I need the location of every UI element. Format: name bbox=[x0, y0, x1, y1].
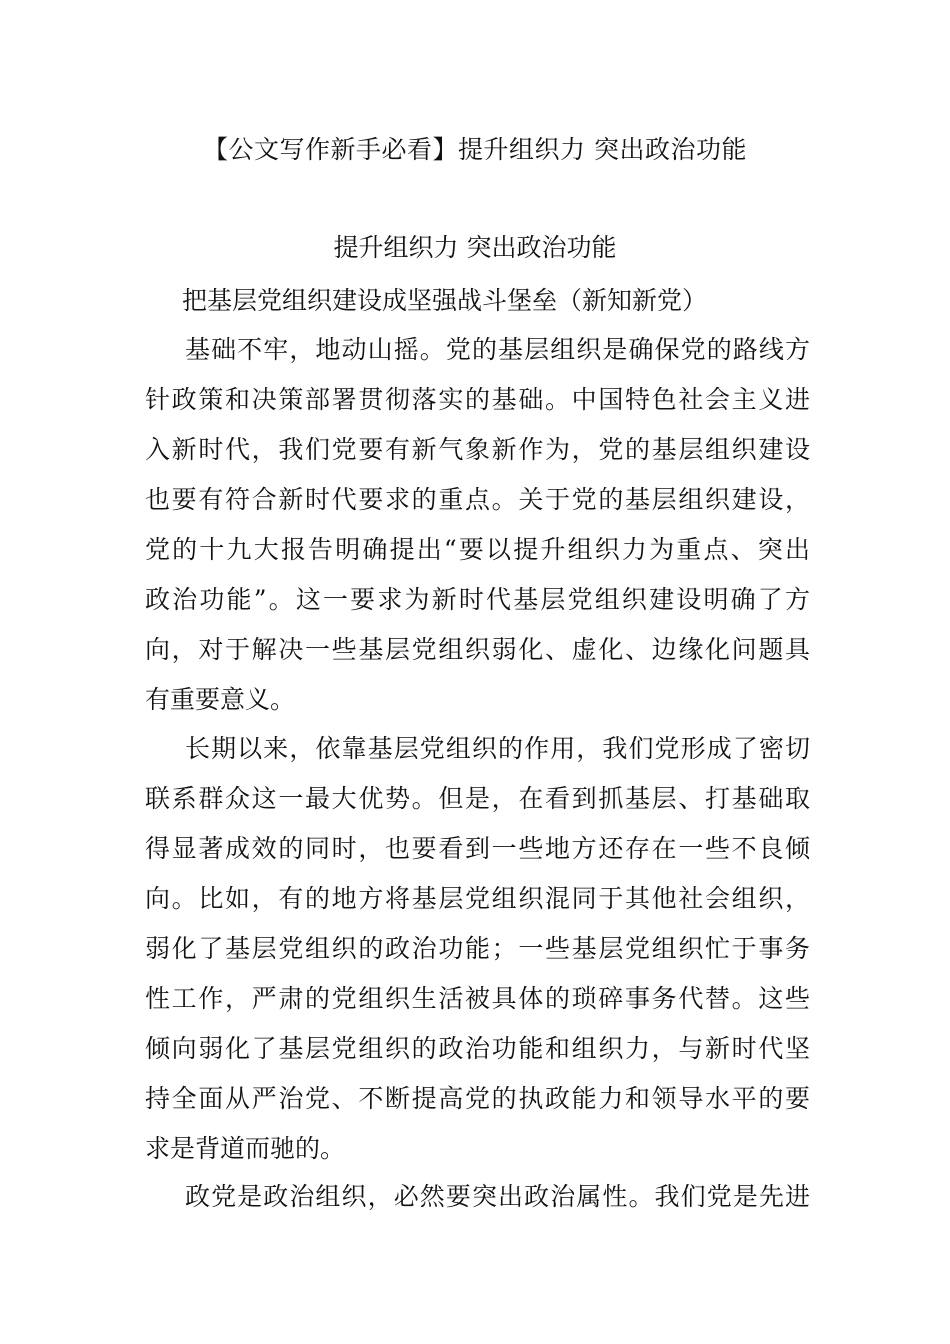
paragraph-line: 联系群众这一最大优势。但是，在看到抓基层、打基础取 bbox=[145, 784, 810, 813]
paragraph-line: 有重要意义。 bbox=[145, 685, 296, 714]
paragraph-line: 求是背道而驰的。 bbox=[145, 1134, 346, 1163]
paragraph-1 bbox=[145, 325, 810, 725]
article-subtitle: 提升组织力 突出政治功能 bbox=[333, 233, 617, 262]
paragraph-line: 性工作，严肃的党组织生活被具体的琐碎事务代替。这些 bbox=[145, 984, 810, 1013]
paragraph-line: 长期以来，依靠基层党组织的作用，我们党形成了密切 bbox=[185, 734, 810, 763]
paragraph-line: 向，对于解决一些基层党组织弱化、虚化、边缘化问题具 bbox=[145, 635, 810, 664]
paragraph-2 bbox=[145, 724, 810, 1174]
article-source-line: 把基层党组织建设成坚强战斗堡垒（新知新党） bbox=[182, 286, 708, 315]
paragraph-line: 入新时代，我们党要有新气象新作为，党的基层组织建设 bbox=[145, 435, 810, 464]
paragraph-3 bbox=[145, 1172, 810, 1222]
paragraph-line: 向。比如，有的地方将基层党组织混同于其他社会组织， bbox=[145, 884, 810, 913]
paragraph-line: 政治功能”。这一要求为新时代基层党组织建设明确了方 bbox=[145, 585, 810, 614]
paragraph-line: 也要有符合新时代要求的重点。关于党的基层组织建设， bbox=[145, 485, 810, 514]
paragraph-line: 基础不牢，地动山摇。党的基层组织是确保党的路线方 bbox=[185, 335, 810, 364]
document-title: 【公文写作新手必看】提升组织力 突出政治功能 bbox=[203, 135, 747, 164]
paragraph-line: 弱化了基层党组织的政治功能；一些基层党组织忙于事务 bbox=[145, 934, 810, 963]
paragraph-line: 针政策和决策部署贯彻落实的基础。中国特色社会主义进 bbox=[145, 385, 810, 414]
paragraph-line: 倾向弱化了基层党组织的政治功能和组织力，与新时代坚 bbox=[145, 1034, 810, 1063]
paragraph-line: 得显著成效的同时，也要看到一些地方还存在一些不良倾 bbox=[145, 834, 810, 863]
paragraph-line: 持全面从严治党、不断提高党的执政能力和领导水平的要 bbox=[145, 1084, 810, 1113]
paragraph-line: 政党是政治组织，必然要突出政治属性。我们党是先进 bbox=[185, 1182, 810, 1211]
paragraph-line: 党的十九大报告明确提出“要以提升组织力为重点、突出 bbox=[145, 535, 810, 564]
